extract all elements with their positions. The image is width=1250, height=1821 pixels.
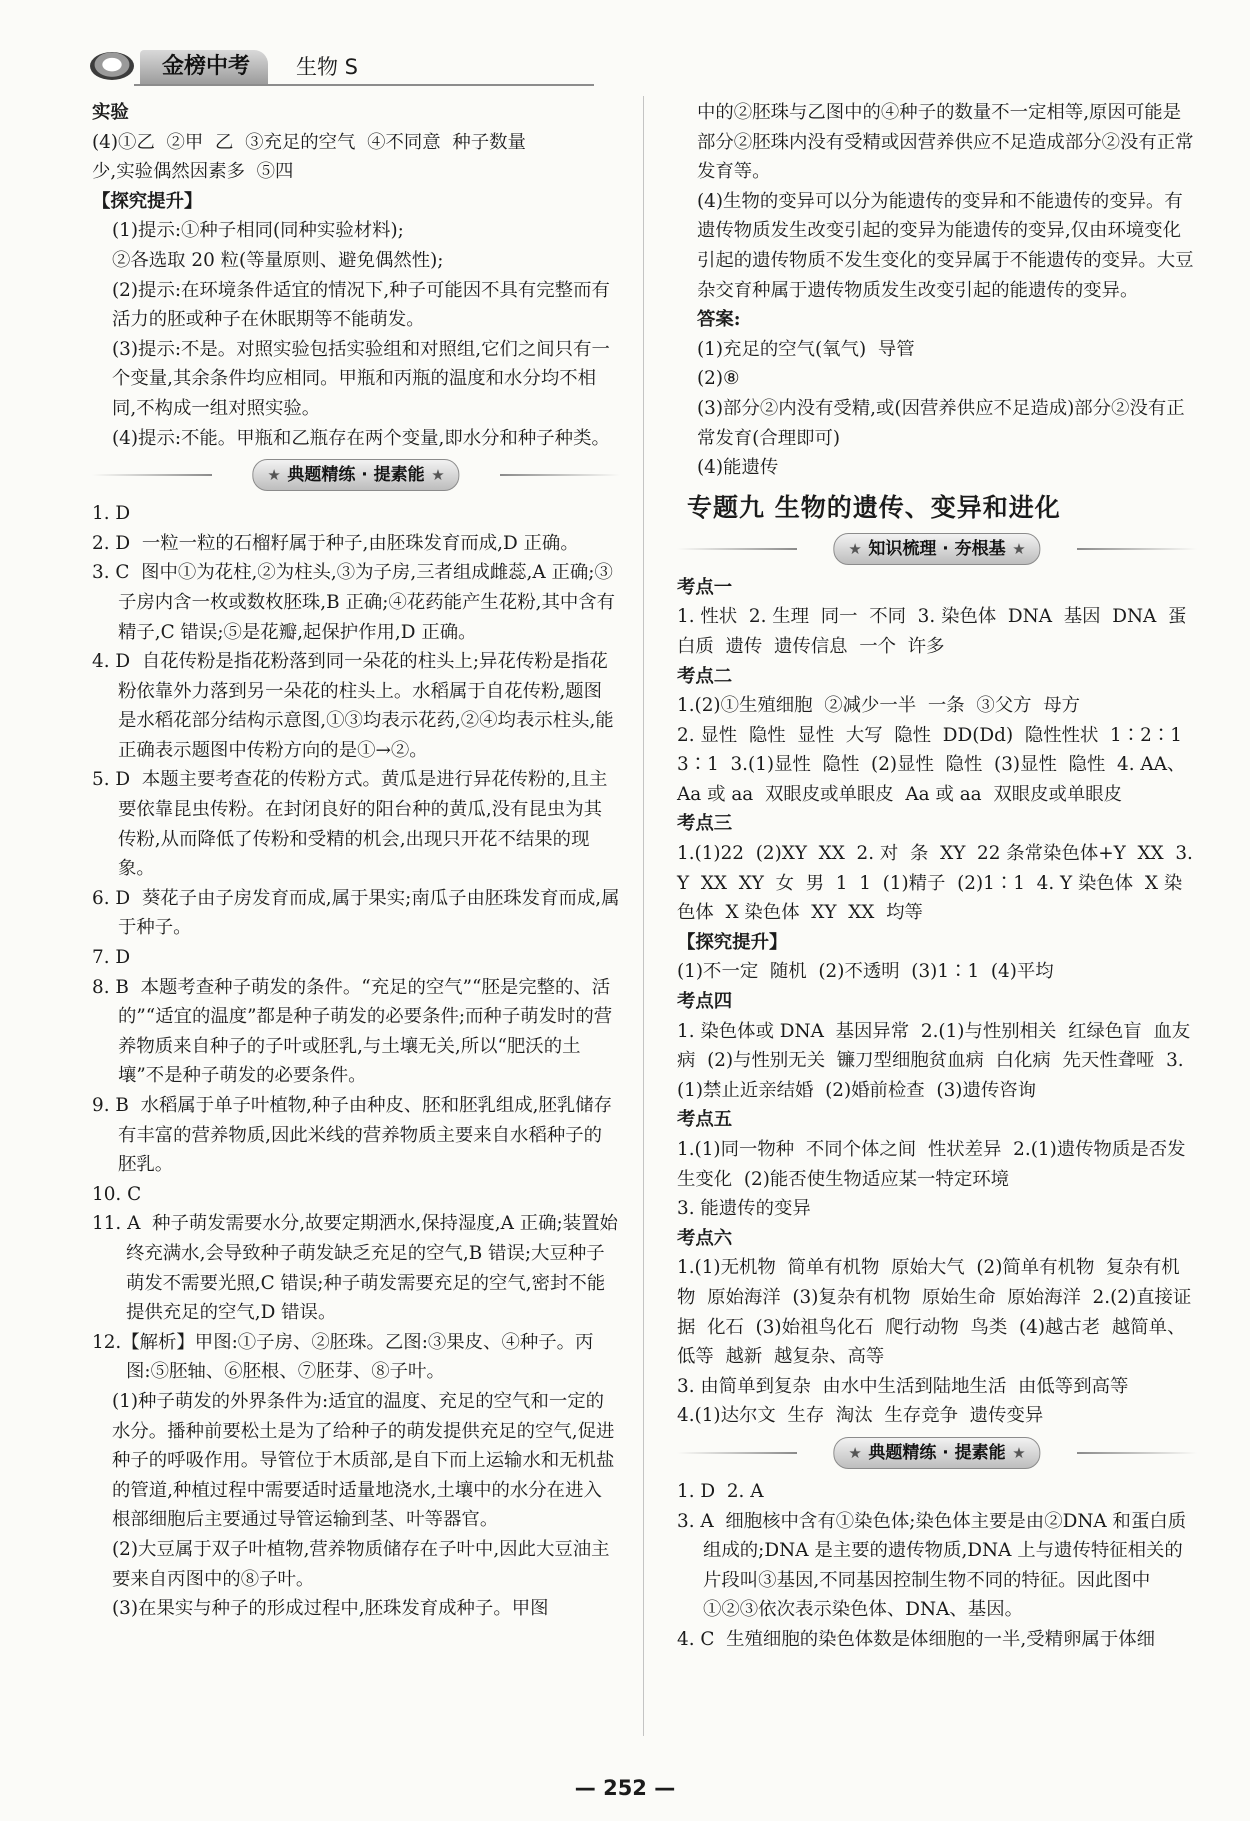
star-icon: ★ (267, 466, 281, 485)
kp-line: 1. 染色体或 DNA 基因异常 2.(1)与性别相关 红绿色盲 血友病 (2)与性别无关 镰刀型细胞贫血病 白化病 先天性聋哑 3.(1)禁止近亲结婚 (2)婚前检查 (3)遗传咨询 (677, 1020, 1191, 1101)
banner-text: 典题精练 · 提素能 (868, 1442, 1006, 1463)
explore-line: (4)提示:不能。甲瓶和乙瓶存在两个变量,即水分和种子种类。 (112, 427, 610, 449)
explore-line: (1)不一定 随机 (2)不透明 (3)1∶1 (4)平均 (677, 961, 1054, 983)
answer-item: 3. A 细胞核中含有①染色体;染色体主要是由②DNA 和蛋白质组成的;DNA 是主要的遗传物质,DNA 上与遗传特征相关的片段叫③基因,不同基因控制生物不同的特征。因此图中①②③依次表示染色体、DNA、基因。 (677, 1510, 1187, 1621)
topic-title: 专题九 生物的遗传、变异和进化 (687, 492, 1061, 522)
analysis-line: (1)种子萌发的外界条件为:适宜的温度、充足的空气和一定的水分。播种前要松土是为了给种子的萌发提供充足的空气,促进种子的呼吸作用。导管位于木质部,是自下而上运输水和无机盐的管道,种植过程中需要适时适量地浇水,土壤中的水分在进入根部细胞后主要通过导管运输到茎、叶等器官。 (112, 1390, 615, 1531)
answer-item: 4. C 生殖细胞的染色体数是体细胞的一半,受精卵属于体细 (677, 1628, 1155, 1650)
left-column (92, 98, 620, 1624)
answer-item: 4. D 自花传粉是指花粉落到同一朵花的柱头上;异花传粉是指花粉依靠外力落到另一朵花的柱头上。水稻属于自花传粉,题图是水稻花部分结构示意图,①③均表示花药,②④均表示柱头,能正确表示题图中传粉方向的是①→②。 (92, 651, 614, 761)
answer-item: 6. D 葵花子由子房发育而成,属于果实;南瓜子由胚珠发育而成,属于种子。 (92, 887, 620, 939)
analysis-line: (2)大豆属于双子叶植物,营养物质储存在子叶中,因此大豆油主要来自丙图中的⑧子叶。 (112, 1538, 610, 1590)
star-icon: ★ (431, 466, 445, 485)
kp-line: 3. 能遗传的变异 (677, 1198, 811, 1220)
kp-line: 3. 由简单到复杂 由水中生活到陆地生活 由低等到高等 (677, 1375, 1129, 1397)
banner-text: 知识梳理 · 夯根基 (868, 538, 1006, 559)
subject-label: 生物 S (296, 55, 359, 79)
explore-line: (3)提示:不是。对照实验包括实验组和对照组,它们之间只有一个变量,其余条件均应相同。甲瓶和丙瓶的温度和水分均不相同,不构成一组对照实验。 (112, 338, 610, 419)
star-icon: ★ (848, 539, 862, 558)
kp-title: 考点二 (677, 665, 733, 687)
explore-heading: 【探究提升】 (92, 190, 203, 212)
answer-line: (1)充足的空气(氧气) 导管 (697, 338, 915, 360)
banner-rule (500, 474, 620, 476)
kp-line: 1.(1)无机物 简单有机物 原始大气 (2)简单有机物 复杂有机物 原始海洋 (3)复杂有机物 原始生命 原始海洋 2.(2)直接证据 化石 (3)始祖鸟化石 爬行动物 鸟类 (4)越古老 越简单、低等 越新 越复杂、高等 (677, 1257, 1192, 1368)
answer-line: (3)部分②内没有受精,或(因营养供应不足造成)部分②没有正常发育(合理即可) (697, 397, 1185, 449)
experiment-line: (4)①乙 ②甲 乙 ③充足的空气 ④不同意 种子数量 (92, 131, 526, 153)
answer-item: 1. D (92, 503, 131, 525)
answer-item: 1. D 2. A (677, 1480, 764, 1502)
analysis-line: (3)在果实与种子的形成过程中,胚珠发育成种子。甲图 (112, 1598, 549, 1620)
answer-line: (4)能遗传 (697, 457, 779, 479)
experiment-heading: 实验 (92, 102, 129, 123)
analysis-line: (4)生物的变异可以分为能遗传的变异和不能遗传的变异。有遗传物质发生改变引起的变异为能遗传的变异,仅由环境变化引起的遗传物质不发生变化的变异属于不能遗传的变异。大豆杂交育种属于遗传物质发生改变引起的能遗传的变异。 (697, 190, 1194, 301)
analysis-line: 中的②胚珠与乙图中的④种子的数量不一定相等,原因可能是部分②胚珠内没有受精或因营养供应不足造成部分②没有正常发育等。 (697, 102, 1194, 183)
experiment-line: 少,实验偶然因素多 ⑤四 (92, 161, 294, 183)
section-banner-practice (92, 457, 620, 493)
answer-item: 11. A 种子萌发需要水分,故要定期洒水,保持湿度,A 正确;装置始终充满水,会导致种子萌发缺乏充足的空气,B 错误;大豆种子萌发不需要光照,C 错误;种子萌发需要充足的空气,密封不能提供充足的空气,D 错误。 (92, 1213, 618, 1324)
banner-rule (92, 474, 212, 476)
answer-line: (2)⑧ (697, 368, 740, 390)
banner-rule (677, 1452, 797, 1454)
kp-line: 1.(2)①生殖细胞 ②减少一半 一条 ③父方 母方 (677, 695, 1081, 717)
answer-item: 7. D (92, 947, 131, 969)
banner-text: 典题精练 · 提素能 (287, 465, 425, 486)
kp-title: 考点五 (677, 1109, 733, 1131)
section-banner-knowledge (677, 531, 1197, 567)
kp-title: 考点三 (677, 813, 733, 835)
kp-title: 考点一 (677, 576, 733, 598)
star-icon: ★ (1012, 539, 1026, 558)
explore-heading: 【探究提升】 (677, 931, 788, 953)
kp-line: 1.(1)22 (2)XY XX 2. 对 条 XY 22 条常染色体+Y XX 3. Y XX XY 女 男 1 1 (1)精子 (2)1∶1 4. Y 染色体 X 染色体 X 染色体 XY XX 均等 (677, 843, 1199, 924)
brand-title: 金榜中考 (140, 50, 268, 84)
kp-line: 1. 性状 2. 生理 同一 不同 3. 染色体 DNA 基因 DNA 蛋白质 遗传 遗传信息 一个 许多 (677, 606, 1187, 657)
column-divider (643, 96, 644, 1736)
answer-label: 答案: (697, 309, 741, 331)
answer-item: 2. D 一粒一粒的石榴籽属于种子,由胚珠发育而成,D 正确。 (92, 532, 579, 554)
eye-logo-icon (90, 52, 134, 80)
answer-item: 8. B 本题考查种子萌发的条件。“充足的空气”“胚是完整的、活的”“适宜的温度”都是种子萌发的必要条件;而种子萌发时的营养物质来自种子的子叶或胚乳,与土壤无关,所以“肥沃的土壤”不是种子萌发的必要条件。 (92, 976, 613, 1087)
header-rule (134, 84, 594, 86)
star-icon: ★ (1012, 1443, 1026, 1462)
explore-line: (2)提示:在环境条件适宜的情况下,种子可能因不具有完整而有活力的胚或种子在休眠期等不能萌发。 (112, 279, 610, 331)
section-banner-practice (677, 1435, 1197, 1471)
kp-title: 考点六 (677, 1227, 733, 1249)
page-header (90, 48, 590, 88)
banner-label (252, 459, 459, 491)
answer-item: 9. B 水稻属于单子叶植物,种子由种皮、胚和胚乳组成,胚乳储存有丰富的营养物质,因此米线的营养物质主要来自水稻种子的胚乳。 (92, 1095, 613, 1176)
answer-item: 12.【解析】甲图:①子房、②胚珠。乙图:③果皮、④种子。丙图:⑤胚轴、⑥胚根、⑦胚芽、⑧子叶。 (92, 1331, 594, 1383)
kp-title: 考点四 (677, 991, 733, 1013)
page-number: — 252 — (574, 1776, 676, 1800)
banner-rule (677, 548, 797, 550)
banner-label (833, 1437, 1040, 1469)
kp-line: 1.(1)同一物种 不同个体之间 性状差异 2.(1)遗传物质是否发生变化 (2)能否使生物适应某一特定环境 (677, 1139, 1186, 1190)
answer-item: 5. D 本题主要考查花的传粉方式。黄瓜是进行异花传粉的,且主要依靠昆虫传粉。在封闭良好的阳台种的黄瓜,没有昆虫为其传粉,从而降低了传粉和受精的机会,出现只开花不结果的现象。 (92, 769, 608, 880)
explore-line: ②各选取 20 粒(等量原则、避免偶然性); (112, 249, 444, 271)
kp-line: 2. 显性 隐性 显性 大写 隐性 DD(Dd) 隐性性状 1∶2∶1 3∶1 3.(1)显性 隐性 (2)显性 隐性 (3)显性 隐性 4. AA、Aa 或 aa 双眼皮或单眼皮 Aa 或 aa 双眼皮或单眼皮 (677, 724, 1194, 805)
right-column (677, 98, 1197, 1655)
explore-line: (1)提示:①种子相同(同种实验材料); (112, 220, 404, 242)
banner-rule (1077, 1452, 1197, 1454)
answer-item: 10. C (92, 1183, 142, 1205)
kp-line: 4.(1)达尔文 生存 淘汰 生存竞争 遗传变异 (677, 1405, 1044, 1427)
banner-rule (1077, 548, 1197, 550)
banner-label (833, 533, 1040, 565)
answer-item: 3. C 图中①为花柱,②为柱头,③为子房,三者组成雌蕊,A 正确;③子房内含一枚或数枚胚珠,B 正确;④花药能产生花粉,其中含有精子,C 错误;⑤是花瓣,起保护作用,D 正确。 (92, 562, 616, 643)
star-icon: ★ (848, 1443, 862, 1462)
